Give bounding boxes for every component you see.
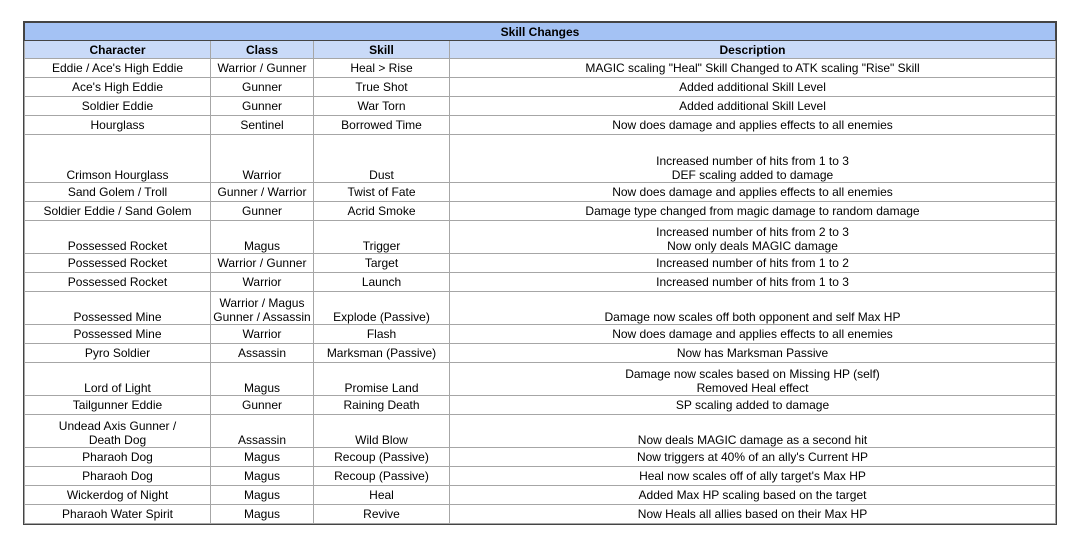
character-line: Pharaoh Water Spirit: [62, 507, 173, 521]
cell-class: [211, 486, 314, 505]
class-line: Gunner / Assassin: [213, 310, 311, 324]
class-line: Magus: [243, 450, 281, 464]
skill-changes-table: [24, 22, 1056, 524]
description-line: Now deals MAGIC damage as a second hit: [637, 433, 868, 447]
cell-class: [211, 202, 314, 221]
cell-description: [450, 135, 1056, 183]
cell-description: [450, 363, 1056, 396]
character-line: Possessed Rocket: [67, 239, 168, 253]
cell-class: [211, 78, 314, 97]
cell-character: [25, 344, 211, 363]
class-line: Gunner: [241, 204, 283, 218]
character-line: Undead Axis Gunner /: [58, 419, 177, 433]
cell-skill: Revive: [314, 505, 450, 524]
table-body: [25, 59, 1056, 524]
character-line: Death Dog: [88, 433, 147, 447]
cell-class: [211, 415, 314, 448]
character-line: Ace's High Eddie: [71, 80, 163, 94]
cell-description: [450, 254, 1056, 273]
table-row: [25, 467, 1056, 486]
cell-skill: Heal > Rise: [314, 59, 450, 78]
table-row: [25, 396, 1056, 415]
table-row: [25, 202, 1056, 221]
character-line: Pharaoh Dog: [82, 450, 153, 464]
table-row: [25, 505, 1056, 524]
cell-class: [211, 59, 314, 78]
description-line: Now does damage and applies effects to all enemies: [612, 118, 893, 132]
description-line: Now only deals MAGIC damage: [667, 239, 838, 253]
cell-description: [450, 78, 1056, 97]
description-line: DEF scaling added to damage: [671, 168, 834, 182]
class-line: Magus: [243, 507, 281, 521]
cell-character: [25, 221, 211, 254]
cell-character: [25, 467, 211, 486]
character-line: Lord of Light: [84, 381, 151, 395]
table-row: [25, 116, 1056, 135]
table-row: [25, 135, 1056, 183]
class-line: Sentinel: [240, 118, 284, 132]
table-row: [25, 59, 1056, 78]
class-line: Gunner / Warrior: [217, 185, 307, 199]
description-line: Increased number of hits from 1 to 2: [656, 256, 849, 270]
cell-class: [211, 363, 314, 396]
class-line: Warrior / Gunner: [217, 61, 307, 75]
cell-description: [450, 273, 1056, 292]
cell-class: [211, 254, 314, 273]
cell-character: [25, 116, 211, 135]
cell-class: [211, 135, 314, 183]
class-line: Assassin: [237, 346, 287, 360]
cell-character: [25, 273, 211, 292]
cell-class: [211, 448, 314, 467]
description-line: Increased number of hits from 1 to 3: [656, 154, 849, 168]
cell-description: [450, 325, 1056, 344]
character-line: Soldier Eddie: [81, 99, 154, 113]
description-line: Added additional Skill Level: [679, 99, 826, 113]
cell-class: [211, 97, 314, 116]
cell-skill: Borrowed Time: [314, 116, 450, 135]
cell-skill: Recoup (Passive): [314, 467, 450, 486]
description-line: Now triggers at 40% of an ally's Current HP: [636, 450, 869, 464]
cell-skill: Promise Land: [314, 363, 450, 396]
cell-description: [450, 415, 1056, 448]
cell-character: [25, 202, 211, 221]
character-line: Crimson Hourglass: [66, 168, 169, 182]
table-title: Skill Changes: [25, 23, 1056, 41]
cell-description: [450, 221, 1056, 254]
description-line: Added additional Skill Level: [679, 80, 826, 94]
cell-skill: War Torn: [314, 97, 450, 116]
table-row: [25, 292, 1056, 325]
description-line: Now does damage and applies effects to all enemies: [612, 185, 893, 199]
character-line: Possessed Rocket: [67, 256, 168, 270]
table-row: [25, 344, 1056, 363]
cell-class: [211, 273, 314, 292]
cell-class: [211, 505, 314, 524]
cell-character: [25, 363, 211, 396]
character-line: Pharaoh Dog: [82, 469, 153, 483]
description-line: Increased number of hits from 2 to 3: [656, 225, 849, 239]
cell-skill: True Shot: [314, 78, 450, 97]
cell-character: [25, 396, 211, 415]
cell-skill: Marksman (Passive): [314, 344, 450, 363]
cell-class: [211, 467, 314, 486]
cell-skill: Explode (Passive): [314, 292, 450, 325]
class-line: Gunner: [241, 398, 283, 412]
cell-class: [211, 116, 314, 135]
cell-description: [450, 505, 1056, 524]
cell-description: [450, 396, 1056, 415]
description-line: SP scaling added to damage: [675, 398, 830, 412]
description-line: Increased number of hits from 1 to 3: [656, 275, 849, 289]
character-line: Eddie / Ace's High Eddie: [51, 61, 184, 75]
cell-character: [25, 59, 211, 78]
cell-description: [450, 467, 1056, 486]
header-character: Character: [25, 41, 211, 59]
table-row: [25, 325, 1056, 344]
cell-character: [25, 78, 211, 97]
cell-skill: Flash: [314, 325, 450, 344]
cell-description: [450, 202, 1056, 221]
cell-skill: Wild Blow: [314, 415, 450, 448]
cell-description: [450, 183, 1056, 202]
character-line: Pyro Soldier: [84, 346, 151, 360]
cell-character: [25, 325, 211, 344]
character-line: Sand Golem / Troll: [67, 185, 168, 199]
header-description: Description: [450, 41, 1056, 59]
cell-description: [450, 344, 1056, 363]
class-line: Warrior / Gunner: [217, 256, 307, 270]
table-row: [25, 415, 1056, 448]
cell-skill: Recoup (Passive): [314, 448, 450, 467]
cell-skill: Twist of Fate: [314, 183, 450, 202]
class-line: Magus: [243, 381, 281, 395]
table-row: [25, 78, 1056, 97]
cell-character: [25, 415, 211, 448]
cell-class: [211, 183, 314, 202]
header-class: Class: [211, 41, 314, 59]
cell-class: [211, 221, 314, 254]
class-line: Magus: [243, 469, 281, 483]
cell-character: [25, 97, 211, 116]
cell-skill: Acrid Smoke: [314, 202, 450, 221]
cell-character: [25, 254, 211, 273]
description-line: Heal now scales off of ally target's Max HP: [639, 469, 866, 483]
class-line: Gunner: [241, 99, 283, 113]
character-line: Possessed Rocket: [67, 275, 168, 289]
cell-description: [450, 97, 1056, 116]
cell-class: [211, 292, 314, 325]
table-row: [25, 254, 1056, 273]
cell-description: [450, 486, 1056, 505]
cell-skill: Heal: [314, 486, 450, 505]
table-row: [25, 221, 1056, 254]
character-line: Soldier Eddie / Sand Golem: [43, 204, 192, 218]
cell-description: [450, 116, 1056, 135]
character-line: Tailgunner Eddie: [72, 398, 163, 412]
table-row: [25, 183, 1056, 202]
cell-character: [25, 292, 211, 325]
table-row: [25, 97, 1056, 116]
cell-skill: Raining Death: [314, 396, 450, 415]
character-line: Possessed Mine: [73, 310, 162, 324]
description-line: Damage type changed from magic damage to random damage: [585, 204, 920, 218]
description-line: Added Max HP scaling based on the target: [638, 488, 867, 502]
cell-description: [450, 59, 1056, 78]
class-line: Magus: [243, 239, 281, 253]
header-skill: Skill: [314, 41, 450, 59]
description-line: MAGIC scaling "Heal" Skill Changed to ATK scaling "Rise" Skill: [585, 61, 920, 75]
description-line: Damage now scales based on Missing HP (self): [625, 367, 880, 381]
cell-skill: Trigger: [314, 221, 450, 254]
cell-character: [25, 183, 211, 202]
description-line: Now Heals all allies based on their Max HP: [637, 507, 868, 521]
description-line: Removed Heal effect: [696, 381, 809, 395]
character-line: Wickerdog of Night: [66, 488, 169, 502]
cell-character: [25, 486, 211, 505]
cell-skill: Dust: [314, 135, 450, 183]
class-line: Magus: [243, 488, 281, 502]
cell-character: [25, 505, 211, 524]
cell-character: [25, 448, 211, 467]
cell-class: [211, 325, 314, 344]
character-line: Possessed Mine: [73, 327, 162, 341]
table-row: [25, 363, 1056, 396]
class-line: Warrior: [242, 168, 282, 182]
cell-class: [211, 344, 314, 363]
class-line: Warrior: [242, 327, 282, 341]
table-row: [25, 486, 1056, 505]
class-line: Gunner: [241, 80, 283, 94]
cell-skill: Target: [314, 254, 450, 273]
class-line: Warrior: [242, 275, 282, 289]
description-line: Now does damage and applies effects to all enemies: [612, 327, 893, 341]
cell-description: [450, 448, 1056, 467]
cell-class: [211, 396, 314, 415]
description-line: Now has Marksman Passive: [676, 346, 829, 360]
class-line: Assassin: [237, 433, 287, 447]
cell-character: [25, 135, 211, 183]
table-row: [25, 448, 1056, 467]
cell-description: [450, 292, 1056, 325]
cell-skill: Launch: [314, 273, 450, 292]
table-row: [25, 273, 1056, 292]
description-line: Damage now scales off both opponent and self Max HP: [604, 310, 901, 324]
character-line: Hourglass: [90, 118, 145, 132]
class-line: Warrior / Magus: [219, 296, 305, 310]
